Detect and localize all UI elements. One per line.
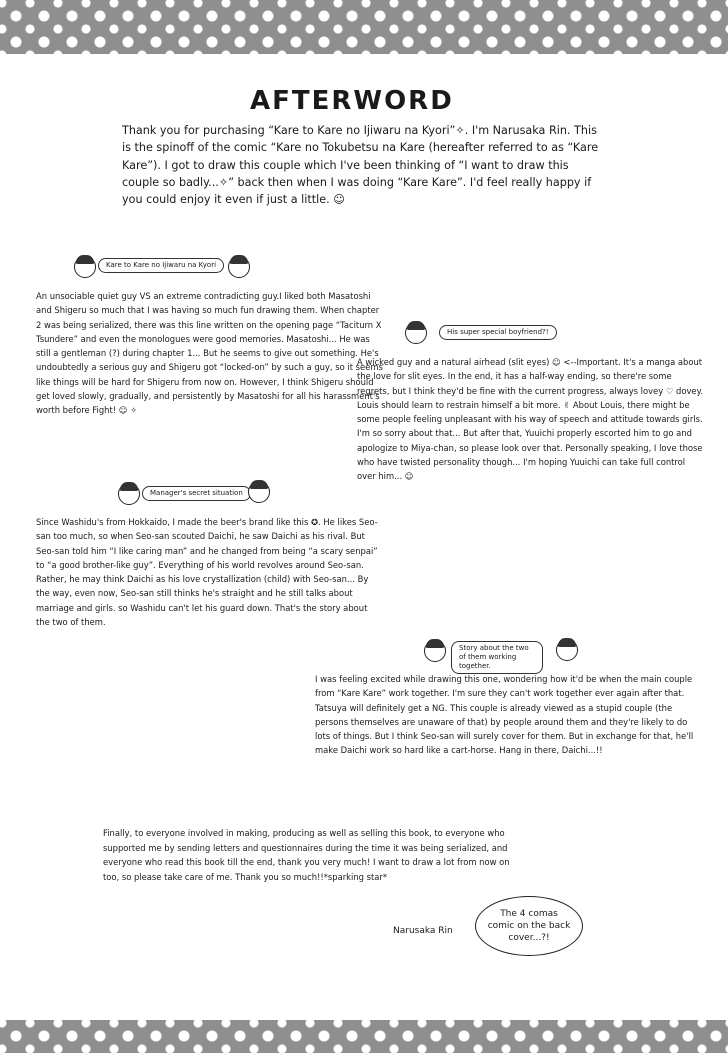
bottom-dotted-border	[0, 1020, 728, 1053]
character-face-icon	[405, 322, 427, 344]
section-tag-kare-to-kare	[74, 254, 254, 278]
section-tag-label: Story about the two of them working together.	[451, 641, 543, 674]
author-signature: Narusaka Rin	[393, 926, 453, 936]
section-text-working-together: I was feeling excited while drawing this one, wondering how it'd be when the main couple from “Kare Kare” work together. I'm sure they can't work together ever again after that. Tatsuya will definitely get a NG. This couple is already viewed as a stupid couple (the persons themselves are unaware of that) by people around them and they're likely to do lots of things. But I think Seo-san will surely cover for them. But in exchange for that, he'll make Daichi work so hard like a cart-horse. Hang in there, Daichi...!!	[315, 674, 694, 756]
closing-paragraph: Finally, to everyone involved in making, producing as well as selling this book, to everyone who supported me by sending letters and questionnaires during the time it was being serialized, and everyone who read this book till the end, thank you very much! I want to draw a lot from now on too, so please take care of me. Thank you so much!!*sparking star*	[103, 828, 510, 883]
character-face-icon	[74, 256, 96, 278]
character-face-icon	[424, 640, 446, 662]
section-tag-working-together	[424, 636, 584, 670]
character-face-icon	[556, 639, 578, 661]
character-face-icon	[248, 481, 270, 503]
section-tag-boyfriend	[405, 320, 575, 344]
section-tag-label: Manager's secret situation	[142, 486, 251, 501]
section-tag-label: Kare to Kare no Ijiwaru na Kyori	[98, 258, 224, 273]
character-face-icon	[228, 256, 250, 278]
speech-bubble: The 4 comas comic on the back cover...?!	[475, 896, 583, 956]
page-title: AFTERWORD	[250, 86, 454, 116]
section-tag-label: His super special boyfriend?!	[439, 325, 557, 340]
section-tag-manager	[118, 481, 278, 505]
section-text-manager: Since Washidu's from Hokkaido, I made the beer's brand like this ✪. He likes Seo-san too much, so when Seo-san scouted Daichi, he saw Daichi as his rival. But Seo-san told him “I like caring man” and he changed from being “a scary senpai” to “a good brother-like guy”. Everything of his world revolves around Seo-san. Rather, he may think Daichi as his love crystallization (child) with Seo-san... By the way, even now, Seo-san still thinks he's straight and he still talks about marriage and girls. so Washidu can't let his guard down. That's the story about the two of them.	[36, 517, 378, 628]
character-face-icon	[118, 483, 140, 505]
intro-paragraph: Thank you for purchasing “Kare to Kare no Ijiwaru na Kyori”✧. I'm Narusaka Rin. This is the spinoff of the comic “Kare no Tokubetsu na Kare (hereafter referred to as “Kare Kare”). I got to draw this couple which I've been thinking of “I want to draw this couple so badly...✧” back then when I was doing “Kare Kare”. I'd feel really happy if you could enjoy it even if just a little. ☺	[122, 124, 599, 207]
top-dotted-border	[0, 0, 728, 54]
section-text-kare-to-kare: An unsociable quiet guy VS an extreme contradicting guy.I liked both Masatoshi and Shigeru so much that I was having so much fun drawing them. When chapter 2 was being serialized, there was this line written on the opening page “Taciturn X Tsundere” and even the monologues were good memories. Masatoshi... He was still a gentleman (?) during chapter 1... But he seems to give out something. He's undoubtedly a serious guy and Shigeru got “locked-on” by such a guy, so it seems like things will be hard for Shigeru from now on. However, I think Shigeru should get loved slowly, gradually, and persistently by Masatoshi for all his harassment's worth before Fight! ☺ ✧	[36, 291, 383, 416]
section-text-boyfriend: A wicked guy and a natural airhead (slit eyes) ☺ <--Important. It's a manga about the love for slit eyes. In the end, it has a half-way ending, so there're some regrets, but I think they'd be fine with the current progress, always lovey ♡ dovey. Louis should learn to restrain himself a bit more. ✌ About Louis, there might be some people feeling unpleasant with his way of speech and attitude towards girls. I'm so sorry about that... But after that, Yuuichi properly escorted him to go and apologize to Miya-chan, so please look over that. Personally speaking, I love those who have twisted personality though... I'm hoping Yuuichi can take full control over him... ☺	[357, 357, 703, 482]
